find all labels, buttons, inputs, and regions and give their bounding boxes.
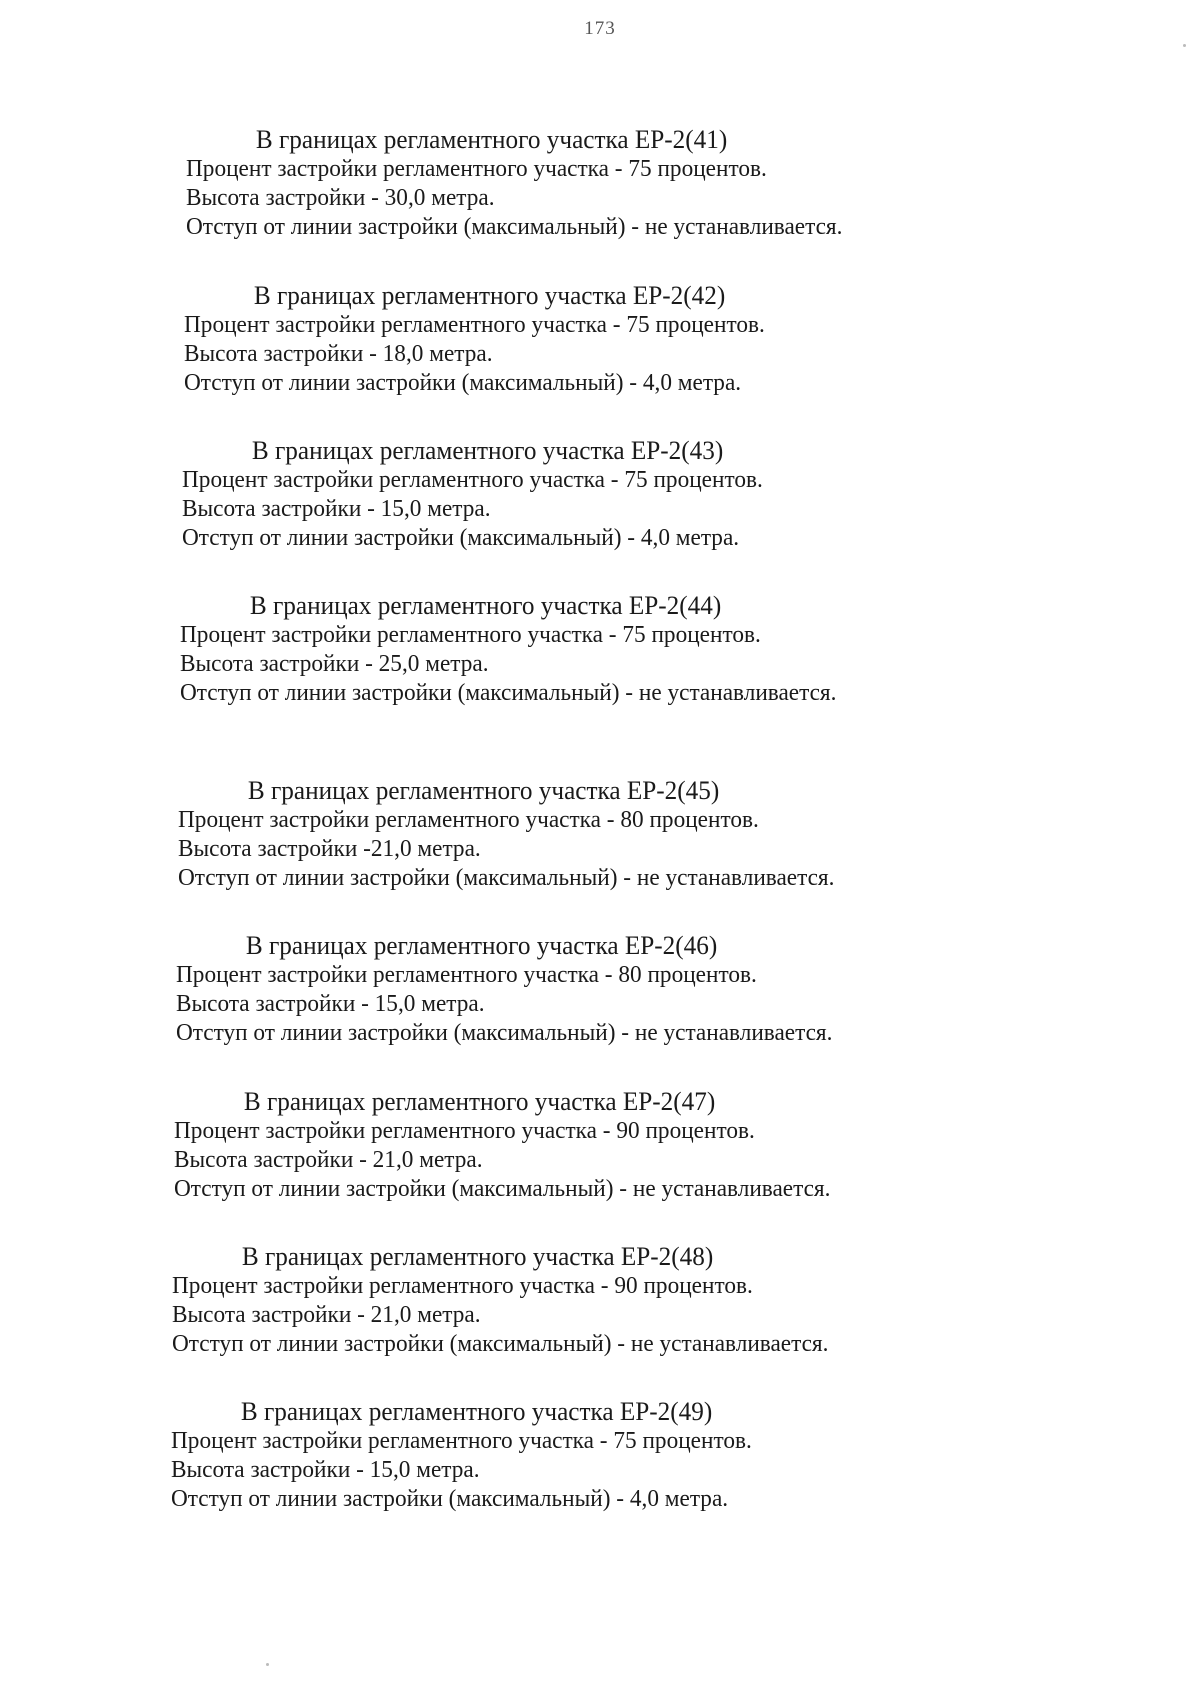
setback-line: Отступ от линии застройки (максимальный) - не устанавливается. xyxy=(178,865,835,891)
section-heading: В границах регламентного участка ЕР-2(42) xyxy=(253,281,726,310)
building-height: Высота застройки - 21,0 метра. xyxy=(172,1302,481,1328)
building-height: Высота застройки -21,0 метра. xyxy=(178,836,481,862)
building-percentage: Процент застройки регламентного участка - 90 процентов. xyxy=(174,1118,755,1144)
regulation-section xyxy=(186,124,1086,242)
building-height: Высота застройки - 18,0 метра. xyxy=(184,341,493,367)
setback-line: Отступ от линии застройки (максимальный) - 4,0 метра. xyxy=(184,370,742,396)
regulation-section xyxy=(178,775,1078,893)
regulation-section xyxy=(176,930,1076,1048)
building-percentage: Процент застройки регламентного участка - 80 процентов. xyxy=(178,807,759,833)
building-percentage: Процент застройки регламентного участка - 80 процентов. xyxy=(176,962,757,988)
page-number: 173 xyxy=(584,18,616,39)
building-percentage: Процент застройки регламентного участка - 75 процентов. xyxy=(180,622,761,648)
setback-line: Отступ от линии застройки (максимальный) - не устанавливается. xyxy=(174,1176,831,1202)
scan-speck xyxy=(1183,44,1186,47)
building-percentage: Процент застройки регламентного участка - 90 процентов. xyxy=(172,1273,753,1299)
section-heading: В границах регламентного участка ЕР-2(49) xyxy=(240,1397,713,1426)
building-height: Высота застройки - 15,0 метра. xyxy=(176,991,485,1017)
section-heading: В границах регламентного участка ЕР-2(44) xyxy=(249,591,722,620)
building-height: Высота застройки - 30,0 метра. xyxy=(186,185,495,211)
regulation-section xyxy=(172,1241,1072,1359)
setback-line: Отступ от линии застройки (максимальный) - не устанавливается. xyxy=(172,1331,829,1357)
section-heading: В границах регламентного участка ЕР-2(43) xyxy=(251,436,724,465)
setback-line: Отступ от линии застройки (максимальный) - 4,0 метра. xyxy=(171,1486,729,1512)
section-heading: В границах регламентного участка ЕР-2(48) xyxy=(241,1242,714,1271)
section-heading: В границах регламентного участка ЕР-2(41) xyxy=(255,125,728,154)
setback-line: Отступ от линии застройки (максимальный) - не устанавливается. xyxy=(176,1020,833,1046)
regulation-section xyxy=(184,280,1084,398)
regulation-section xyxy=(182,435,1082,553)
building-height: Высота застройки - 25,0 метра. xyxy=(180,651,489,677)
building-height: Высота застройки - 15,0 метра. xyxy=(171,1457,480,1483)
regulation-section xyxy=(174,1086,1074,1204)
building-height: Высота застройки - 21,0 метра. xyxy=(174,1147,483,1173)
section-heading: В границах регламентного участка ЕР-2(46) xyxy=(245,931,718,960)
building-percentage: Процент застройки регламентного участка - 75 процентов. xyxy=(182,467,763,493)
building-percentage: Процент застройки регламентного участка - 75 процентов. xyxy=(186,156,767,182)
building-percentage: Процент застройки регламентного участка - 75 процентов. xyxy=(184,312,765,338)
section-heading: В границах регламентного участка ЕР-2(45) xyxy=(247,776,720,805)
building-percentage: Процент застройки регламентного участка - 75 процентов. xyxy=(171,1428,752,1454)
section-heading: В границах регламентного участка ЕР-2(47) xyxy=(243,1087,716,1116)
regulation-section xyxy=(180,590,1080,708)
setback-line: Отступ от линии застройки (максимальный) - не устанавливается. xyxy=(180,680,837,706)
setback-line: Отступ от линии застройки (максимальный) - не устанавливается. xyxy=(186,214,843,240)
building-height: Высота застройки - 15,0 метра. xyxy=(182,496,491,522)
scan-speck xyxy=(266,1663,269,1666)
regulation-section xyxy=(171,1396,1071,1514)
setback-line: Отступ от линии застройки (максимальный) - 4,0 метра. xyxy=(182,525,740,551)
